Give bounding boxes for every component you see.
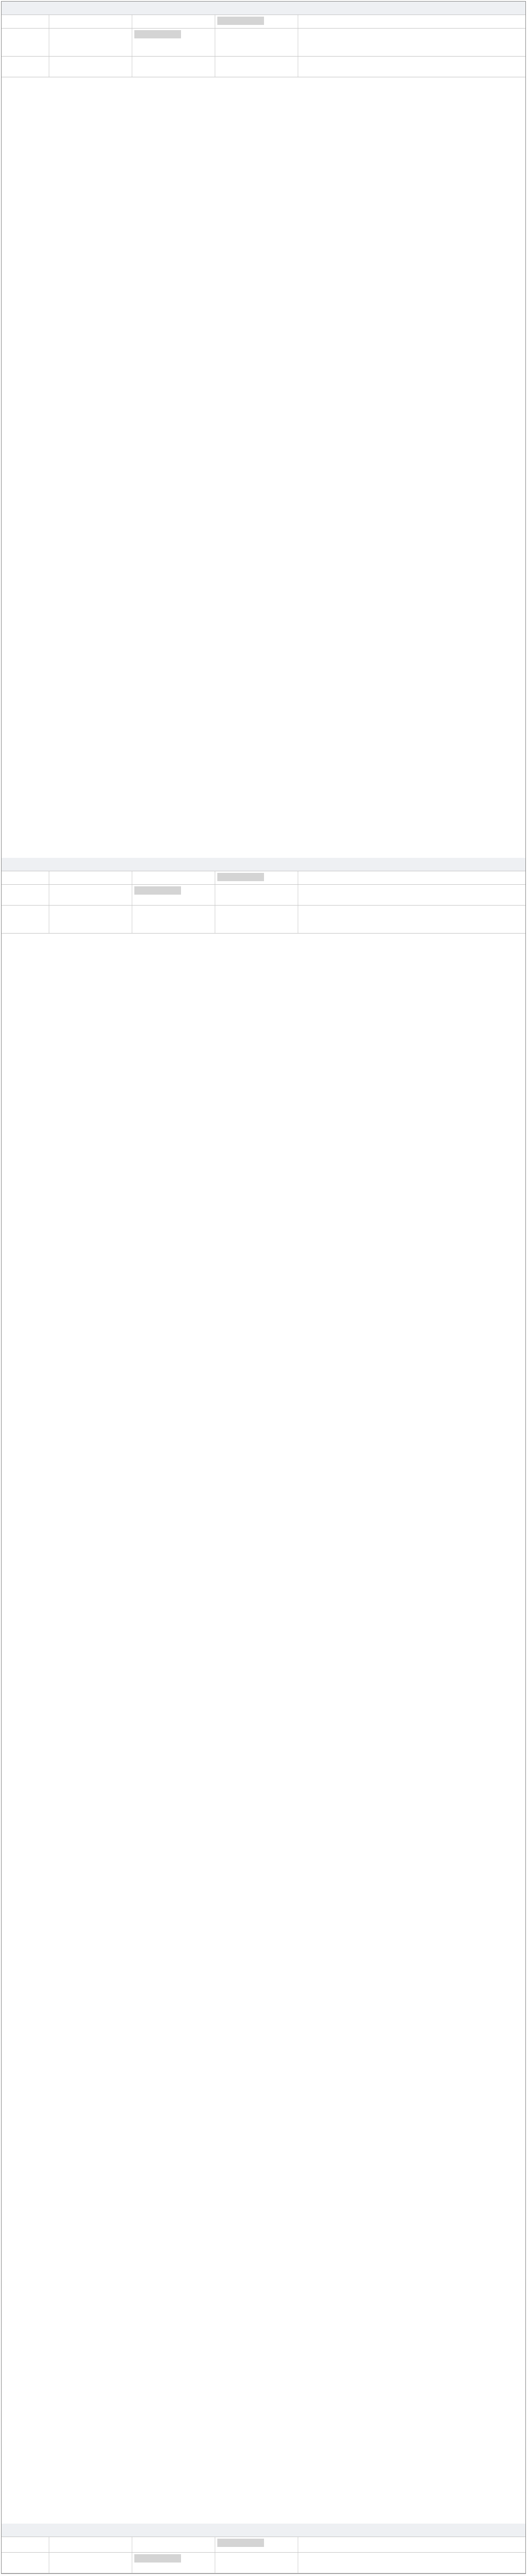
entry-to <box>215 57 298 77</box>
entry-date <box>49 871 132 884</box>
entry-text <box>298 57 525 77</box>
entry-number <box>2 29 49 56</box>
entry-text <box>298 2537 525 2552</box>
table-row <box>2 29 525 57</box>
document-sheet <box>1 1 526 2574</box>
entry-from <box>132 57 215 77</box>
table-row <box>2 906 525 934</box>
entry-from <box>132 871 215 884</box>
entry-text <box>298 15 525 28</box>
entry-number <box>2 2553 49 2573</box>
entry-text <box>298 885 525 905</box>
month-header <box>2 2 525 15</box>
entry-to <box>215 29 298 56</box>
entry-to <box>215 2537 298 2552</box>
entry-date <box>49 885 132 905</box>
month-header <box>2 2524 525 2537</box>
table-row <box>2 871 525 885</box>
entry-date <box>49 29 132 56</box>
redaction-block <box>217 17 264 25</box>
table-row <box>2 57 525 77</box>
entry-to <box>215 15 298 28</box>
month-header <box>2 858 525 871</box>
redaction-block <box>134 886 181 895</box>
redaction-block <box>217 2539 264 2547</box>
redaction-block <box>217 873 264 881</box>
entry-from <box>132 29 215 56</box>
entry-number <box>2 885 49 905</box>
entry-from <box>132 885 215 905</box>
entry-date <box>49 15 132 28</box>
entry-from <box>132 906 215 933</box>
entry-date <box>49 906 132 933</box>
table-row <box>2 2537 525 2553</box>
entry-to <box>215 906 298 933</box>
entry-text <box>298 2553 525 2573</box>
entry-date <box>49 2553 132 2573</box>
entry-to <box>215 885 298 905</box>
entry-text <box>298 29 525 56</box>
entry-from <box>132 2537 215 2552</box>
entry-number <box>2 15 49 28</box>
entry-from <box>132 2553 215 2573</box>
table-row <box>2 15 525 29</box>
redaction-block <box>134 2554 181 2563</box>
entry-text <box>298 871 525 884</box>
entry-date <box>49 2537 132 2552</box>
entry-number <box>2 906 49 933</box>
entry-to <box>215 871 298 884</box>
entry-from <box>132 15 215 28</box>
table-row <box>2 885 525 906</box>
entry-to <box>215 2553 298 2573</box>
entry-number <box>2 871 49 884</box>
entry-number <box>2 57 49 77</box>
table-row <box>2 2553 525 2573</box>
redaction-block <box>134 30 181 38</box>
entry-date <box>49 57 132 77</box>
entry-text <box>298 906 525 933</box>
entry-number <box>2 2537 49 2552</box>
